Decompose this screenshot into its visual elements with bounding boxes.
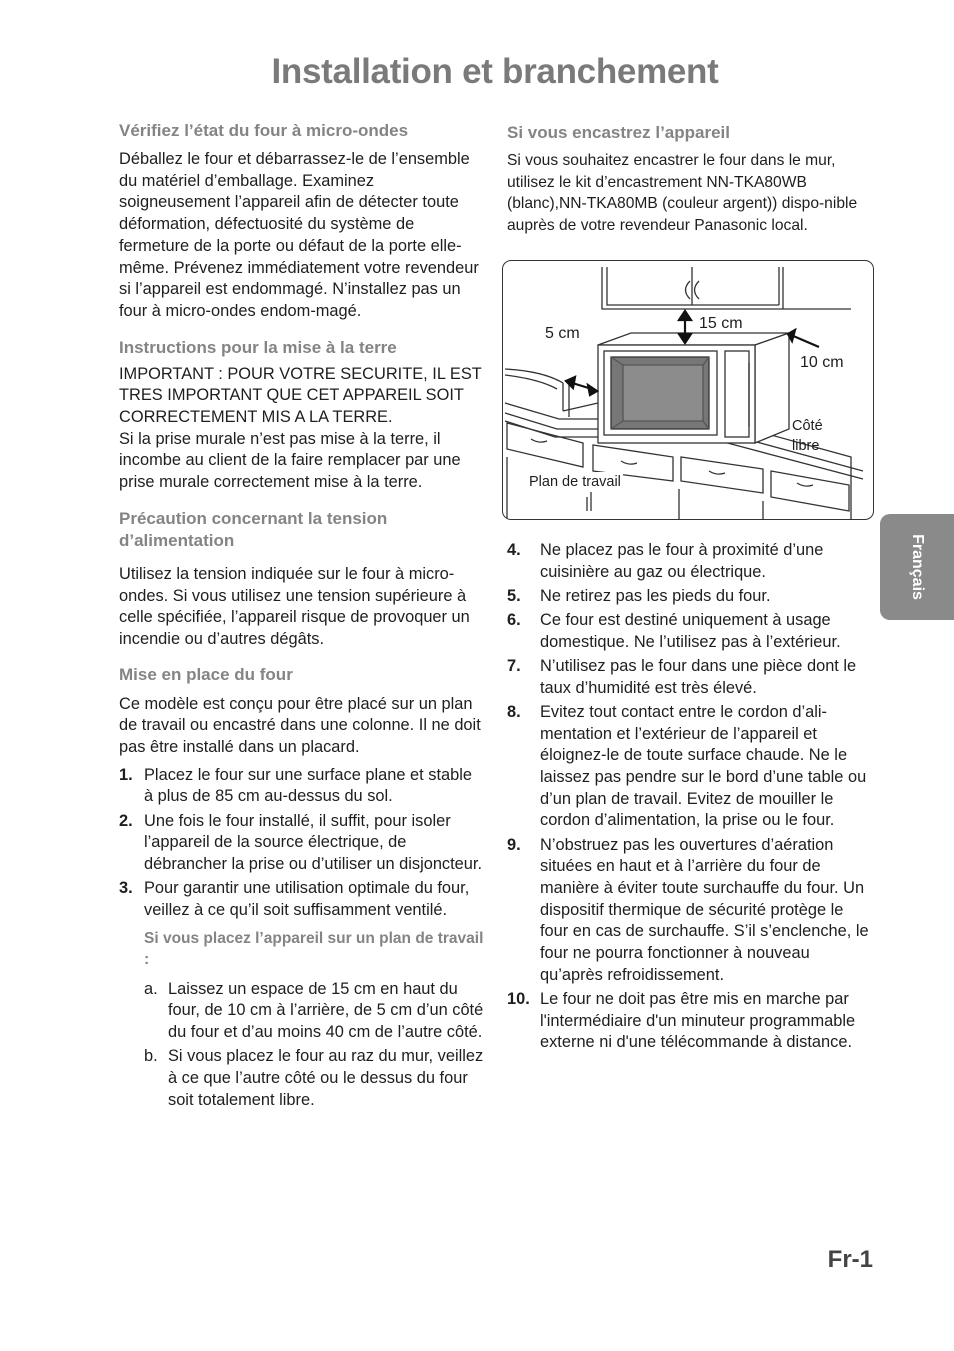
label-libre: libre (792, 438, 820, 454)
right-column-list (507, 540, 873, 1057)
section-body-check-oven: Déballez le four et débarrassez-le de l’ensemble du matériel d’emballage. Examinez soigneusement l’appareil afin de détecter toute déformation, défectuosité du système de fermeture de la porte ou défaut de la porte elle-même. Prévenez immédiatement votre revendeur si l’appareil est endommagé. N’installez pas un four à micro-ondes endom-magé. (119, 150, 479, 320)
list-item-number: 6. (507, 611, 521, 630)
section-heading-placement: Mise en place du four (119, 664, 293, 684)
worktop-sublist (144, 979, 484, 1112)
list-item (507, 835, 873, 987)
language-tab-label: Français (909, 534, 926, 600)
list-item (507, 540, 873, 583)
placement-list (119, 765, 484, 922)
list-item (119, 811, 484, 876)
label-15cm: 15 cm (699, 315, 743, 332)
list-item-text: Une fois le four installé, il suffit, pour isoler l’appareil de la source électrique, de débrancher la prise ou d’utiliser un disjoncteur. (144, 811, 483, 874)
list-item (507, 989, 873, 1054)
list-item-number: 9. (507, 835, 521, 854)
left-column (119, 120, 484, 1114)
list-item-number: 3. (119, 879, 133, 898)
list-item (507, 656, 873, 699)
list-item-letter: a. (144, 979, 158, 998)
list-item-text: Laissez un espace de 15 cm en haut du four, de 10 cm à l’arrière, de 5 cm d’un côté du four et d’au moins 40 cm de l’autre côté. (168, 979, 484, 1042)
worktop-subheading: Si vous placez l’appareil sur un plan de travail : (144, 929, 484, 969)
list-item-text: Ne placez pas le four à proximité d’une cuisinière au gaz ou électrique. (540, 541, 824, 581)
safety-list (507, 540, 873, 1054)
list-item-number: 5. (507, 586, 521, 605)
list-item (507, 610, 873, 653)
voltage-body-text: Utilisez la tension indiquée sur le four à micro-ondes. Si vous utilisez une tension supérieure à celle spécifiée, l’appareil risque de provoquer un incendie ou d’autres dégâts. (119, 564, 470, 648)
worktop-block (119, 928, 484, 1112)
list-item-text: N’utilisez pas le four dans une pièce dont le taux d’humidité est très élevé. (540, 657, 857, 697)
installation-diagram (502, 260, 874, 520)
section-heading-grounding: Instructions pour la mise à la terre (119, 337, 397, 357)
list-item (144, 1046, 484, 1111)
list-item-text: Pour garantir une utilisation optimale du four, veillez à ce qu’il soit suffisamment ventilé. (144, 879, 470, 919)
built-in-body-text: Si vous souhaitez encastrer le four dans le mur, utilisez le kit d’encastrement NN-TKA80WB (blanc),NN-TKA80MB (couleur argent)) dispo-nible auprès de votre revendeur Panasonic local. (507, 152, 858, 234)
label-5cm: 5 cm (545, 325, 580, 342)
label-cote: Côté (792, 418, 823, 434)
page-title: Installation et branchement (271, 52, 719, 91)
list-item-number: 8. (507, 702, 521, 721)
list-item (144, 979, 484, 1044)
list-item (507, 586, 873, 608)
section-heading-built-in: Si vous encastrez l’appareil (507, 123, 730, 142)
page-number: Fr-1 (827, 1246, 873, 1273)
section-heading-voltage: Précaution concernant la tension d’alimentation (119, 508, 388, 550)
list-item-text: Evitez tout contact entre le cordon d’ali-mentation et l’extérieur de l’appareil et éloignez-le de toute surface chaude. Ne le laissez pas pendre sur le bord d’une table ou d’un plan de travail. Evitez de mouiller le cordon d’alimentation, la prise ou le four. (540, 702, 867, 830)
section-heading-check-oven: Vérifiez l’état du four à micro-ondes (119, 121, 409, 140)
list-item-number: 10. (507, 990, 530, 1009)
list-item-text: Le four ne doit pas être mis en marche par l'intermédiaire d'un minuteur programmable externe ni d'une télécommande à distance. (540, 990, 856, 1052)
grounding-important-text: IMPORTANT : POUR VOTRE SECURITE, IL EST TRES IMPORTANT QUE CET APPAREIL SOIT CORRECTEMENT MIS A LA TERRE. (119, 364, 482, 427)
list-item-number: 2. (119, 811, 133, 830)
right-column-top (507, 122, 873, 236)
list-item-text: Si vous placez le four au raz du mur, veillez à ce que l’autre côté ou le dessus du four soit totalement libre. (168, 1047, 484, 1109)
list-item-text: Ce four est destiné uniquement à usage domestique. Ne l’utilisez pas à l’extérieur. (540, 611, 841, 651)
list-item-number: 7. (507, 657, 521, 676)
list-item-number: 1. (119, 765, 133, 784)
list-item-text: Placez le four sur une surface plane et stable à plus de 85 cm au-dessus du sol. (144, 765, 473, 806)
placement-body-text: Ce modèle est conçu pour être placé sur un plan de travail ou encastré dans une colonne. Il ne doit pas être installé dans un placard. (119, 694, 481, 757)
list-item-number: 4. (507, 541, 521, 559)
list-item (119, 765, 484, 808)
grounding-body-text: Si la prise murale n’est pas mise à la terre, il incombe au client de la faire remplacer par une prise murale correctement mise à la terre. (119, 429, 461, 492)
label-10cm: 10 cm (800, 354, 844, 371)
list-item-letter: b. (144, 1047, 158, 1066)
list-item (119, 878, 484, 921)
list-item-text: N’obstruez pas les ouvertures d’aération situées en haut et à l’arrière du four de manière à éviter toute surchauffe du four. Un dispositif thermique de sécurité protège le four en cas de surchauffe. S’il s’enclenche, le four ne pourra fonctionner à nouveau qu’après refroidissement. (540, 835, 869, 984)
label-plan-de-travail: Plan de travail (529, 474, 621, 490)
list-item (507, 702, 873, 832)
list-item-text: Ne retirez pas les pieds du four. (540, 586, 771, 605)
language-tab (880, 514, 954, 620)
